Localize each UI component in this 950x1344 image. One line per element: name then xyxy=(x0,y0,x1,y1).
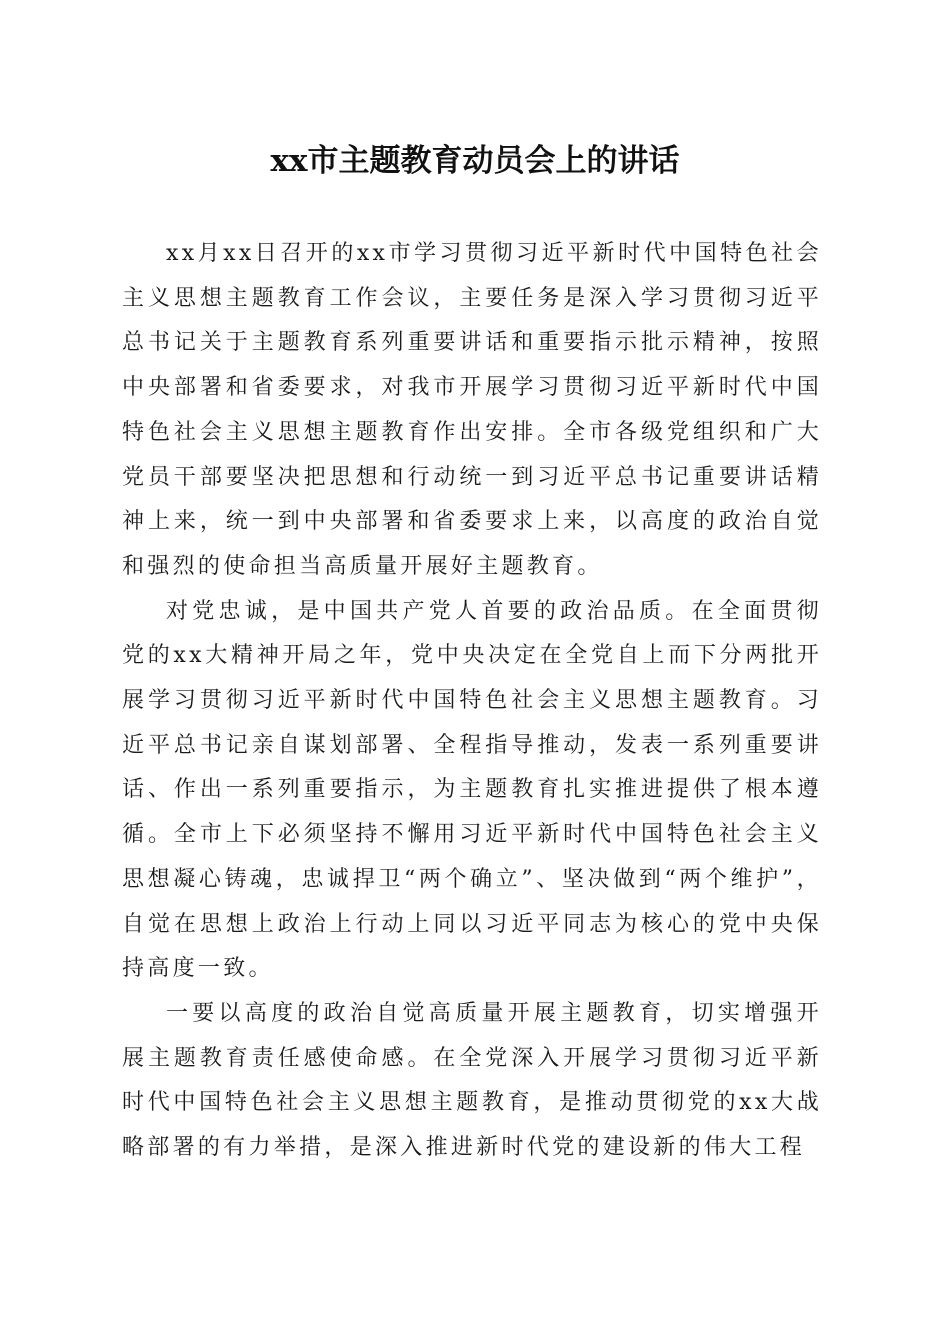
document-body xyxy=(122,232,822,1171)
paragraph-2: 对党忠诚，是中国共产党人首要的政治品质。在全面贯彻党的xx大精神开局之年，党中央决定在全党自上而下分两批开展学习贯彻习近平新时代中国特色社会主义思想主题教育。习近平总书记亲自谋划部署、全程指导推动，发表一系列重要讲话、作出一系列重要指示，为主题教育扎实推进提供了根本遵循。全市上下必须坚持不懈用习近平新时代中国特色社会主义思想凝心铸魂，忠诚捍卫“两个确立”、坚决做到“两个维护”，自觉在思想上政治上行动上同以习近平同志为核心的党中央保持高度一致。 xyxy=(122,598,822,982)
paragraph-1: xx月xx日召开的xx市学习贯彻习近平新时代中国特色社会主义思想主题教育工作会议，主要任务是深入学习贯彻习近平总书记关于主题教育系列重要讲话和重要指示批示精神，按照中央部署和省委要求，对我市开展学习贯彻习近平新时代中国特色社会主义思想主题教育作出安排。全市各级党组织和广大党员干部要坚决把思想和行动统一到习近平总书记重要讲话精神上来，统一到中央部署和省委要求上来，以高度的政治自觉和强烈的使命担当高质量开展好主题教育。 xyxy=(122,241,822,579)
paragraph-3: 一要以高度的政治自觉高质量开展主题教育，切实增强开展主题教育责任感使命感。在全党深入开展学习贯彻习近平新时代中国特色社会主义思想主题教育，是推动贯彻党的xx大战略部署的有力举措，是深入推进新时代党的建设新的伟大工程 xyxy=(122,1000,822,1161)
document-title: xx市主题教育动员会上的讲话 xyxy=(270,143,680,179)
